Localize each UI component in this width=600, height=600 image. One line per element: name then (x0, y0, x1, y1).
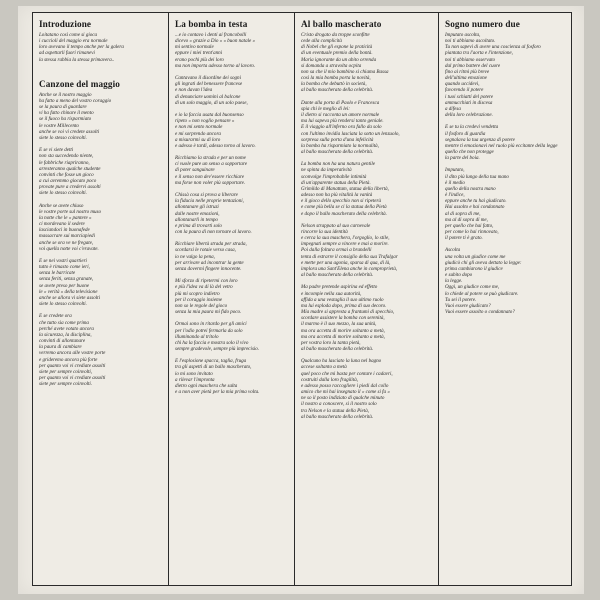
song-title-canzone-del-maggio: Canzone del maggio (39, 78, 120, 89)
lyrics-al-ballo-mascherato: Cristo drogato da troppe sconfitte cede alla complicità di Nobel che gli espone la praticità di un eventuale premio della bontà. Maria ignorante da un abito orrenda si domanda a stravolta ocpita non sa che il mio bambino si chiama Bassa così la mia bomba porta la novità, la bomba che debuttò in società, al ballo mascherato della celebrità. Dante alla porta di Paolo e Francesca spia chi le meglio di lei: il dietro si racconta un amore normale ma lui sapeva più rendersi tanto geniale. E il viaggio all'inferno ora fallo da solo con l'ultimo invidia lasciata la sotto un lenzuolo, sorpresa sulla porta d'una infelicità la bomba ha risparmiato la normalità, al ballo mascherato della celebrità. La bomba non ha una natura gentile ne spinta da imperatività sconvolge l'improbabile intimità di un'apparente statua della Pietà. Grimildo di Manattam, statua della libertà, adesso non ha più vitalità la vanità e il gioco dello specchio non si ripeterà e come più bella se ci la statua della Pietà e dopo il ballo mascherato della celebrità. Nelson strappato al suo carnevale rincorre la sua identità e cerca la sua maschera, l'orgoglio, lo stile, impegnati sempre a vincere e mai a morire. Poi dalla foltura ormai a brandelli tenta di estrarre il consiglio della sua Trafalgar e mette per una agonia, sparsa di qua, di là, implora una Sant'Elena anche in comproprietà, al ballo mascherato della celebrità. Ma padre pretende aspirina ed effetto e incompie nella sua autorità, affida a una vestaglia il suo ultimo ruolo ma lui esploda dopo, prima di suo decoro. Mia madre si appresta a frantumi di specchio, scordare assistere la bomba con serenità, il marmo è il suo mezzo, la sua unità, ma ora accetta di morire soltanto a metà, ma ora accetta di morire soltanto a metà, per vostra loro la tanta pietà, al ballo mascherato della celebrità. Qualcuno ha lasciato la luna nel bagno accese soltanto a metà quel poco che mi basta per contare i cadavri, costruiti dalla loro fragilità, e adesso posso raccogliere i piedi dal collo amico che mi hai insegnato il « come si fa » ne so il posto indiziato di qualche minuto il nostro a conoscere, si il nostro solo tra Nelson e la statua della Pietà, al ballo mascherato della celebrità. (301, 32, 400, 420)
lyrics-la-bomba-in-testa: ...e io contavo i denti ai francobolli dicevo « grazie a Dio » « buon natale » mi sentivo normale eppure i miei trent'anni erano pochi più dei loro ma non importa adesso torno al lavoro. Cantavano il disordine dei sogni gli ingrati del benessere francese e non davan l'idea di denunciare uomini al balcone di un solo maggio, di un solo paese, e io la faccia usata dal buonsenso ripeto « non voglio pensare » e non mi sento normale e mi sorprendo ancora a misurarmi su di loro e adesso è tardi, adesso torno al lavoro. Ricchiamo la strada e per un nome ci vuole pure un senso a sopportare di poter sanguinare e il senso non dev'essere ricchiare ma forse non voler più sopportare. Chissà cosa si prova a liberare la fiducia nelle proprie tentazioni, allontanare gli istruzi dalle nostre emozioni, allontanarli in tempo e prima di trovarti solo con la paura di non tornare al lavoro. Ricchiare libertà strada per strada, scordarsi le rotaie verso casa, io ne valgo la pena, per arrivare ad incontrar la gente senza dovermi fingere innocente. Mi sforzo di ripetermi con loro e più l'idea va di là del vetro più mi scopro indietro per il coraggio insieme non so le regole del gioco senza la mia paura mi fido poco. Ormai sono in ritardo per gli amici per l'odio potrei fermarla da solo illuminando al tritolo chi ha la faccia e mostra solo il vivo sempre gradevole, sempre più imprecisio. E l'esplosione spacca, taglia, fruga tra gli aspetti di un ballo mascherato, io mi sono invitato a rilevar l'impronta dietro ogni maschera che salta e a non aver pietà per la mia prima volta. (175, 32, 260, 396)
song-title-sogno-numero-due: Sogno numero due (445, 19, 520, 29)
lyrics-column-3 (294, 13, 438, 585)
lyrics-introduzione: Loitatano così come si gioca i cuccioli del maggio era normale loro avevano il tempo anche per la galera ad aspettarli fuori rimanevi la stessa rabbia la stessa primavera.. (39, 32, 124, 63)
song-title-introduzione: Introduzione (39, 19, 92, 29)
lyrics-frame (32, 12, 572, 586)
song-title-al-ballo-mascherato: Al ballo mascherato (301, 19, 382, 29)
lyrics-column-4 (438, 13, 570, 585)
lyrics-sogno-numero-due: Imputato ascolta, noi ti abbiamo ascoltato. Tu non sapevi di avere una coscienza al fosforo piantata tra l'aorta e l'intenzione, noi ti abbiamo osservato dal primo battere del cuore fino ai ritmi più breve dell'ultima emozione quando uccidevi, favorendo il potere i tuoi schiatti del potere ammucchiati in discesa a difesa della loro celebrazione. E se tu la credevi vendetta il fosforo di guardia segnalava la tua urgenza di potere mentre ti emozionavi nel ruolo più eccitante della legge quello che non protegge la parte del boia. Imputato, il dito più lungo della tua mano è il medio quello della nostra mano è l'indice, eppure anche tu hai giudicato. Hai assolto e hai condannato al di sopra di me, ma al di sopra di me, per quello che hai fatto, per come lo hai rinnovato, il potere ti è grato. Ascolta una volta un giudice come me giudicò chi gli aveva dettato la legge: prima cambiarono il giudice e subito dopo la legge. Oggi, un giudice come me, lo chiede al potere se può giudicare. Tu sei il potere. Vuoi essere giudicato? Vuoi essere assolto o condannato? (445, 32, 558, 316)
lyrics-canzone-del-maggio: Anche se il nostro maggio ha fatto a meno del vostro coraggio se la paura di guardare vi ha fatto chinare il mento se il fuoco ha risparmiato le vostre Millecento anche se voi vi credete assolti siete lo stesso coinvolti. E se vi siete detti non sta succedendo niente, le fabbriche riapriranno, arresteranno qualche studente convinti che fosse un gioco a cui avremmo giocato poco provate pure a credervi assolti siete lo stesso coinvolti. Anche se avete chiuso le vostre porte sul nostro muso la notte che le « pantere » ci mordevano il sedere lasciandoci in buonafede massacrare sui marciapiedi anche se ora ve ne fregate, voi quella notte voi c'eravate. E se nei vostri quartieri tutto è rimasto come ieri, senza le barricate senza feriti, senza granate, se avete preso per buone le « verità » della televisione anche se allora vi siete assolti siete lo stesso coinvolti. E se credete ora che tutto sia come prima perché avete votato ancora la sicurezza, la disciplina, convinti di allontanare la paura di cambiare verremo ancora alle vostre porte e grideremo ancora più forte per quanto voi vi crediate assolti siete per sempre coinvolti, per quanto voi vi crediate assolti siete per sempre coinvolti. (39, 91, 112, 388)
lyrics-column-2 (168, 13, 294, 585)
lyrics-column-1 (33, 13, 168, 585)
song-title-la-bomba-in-testa: La bomba in testa (175, 19, 248, 29)
